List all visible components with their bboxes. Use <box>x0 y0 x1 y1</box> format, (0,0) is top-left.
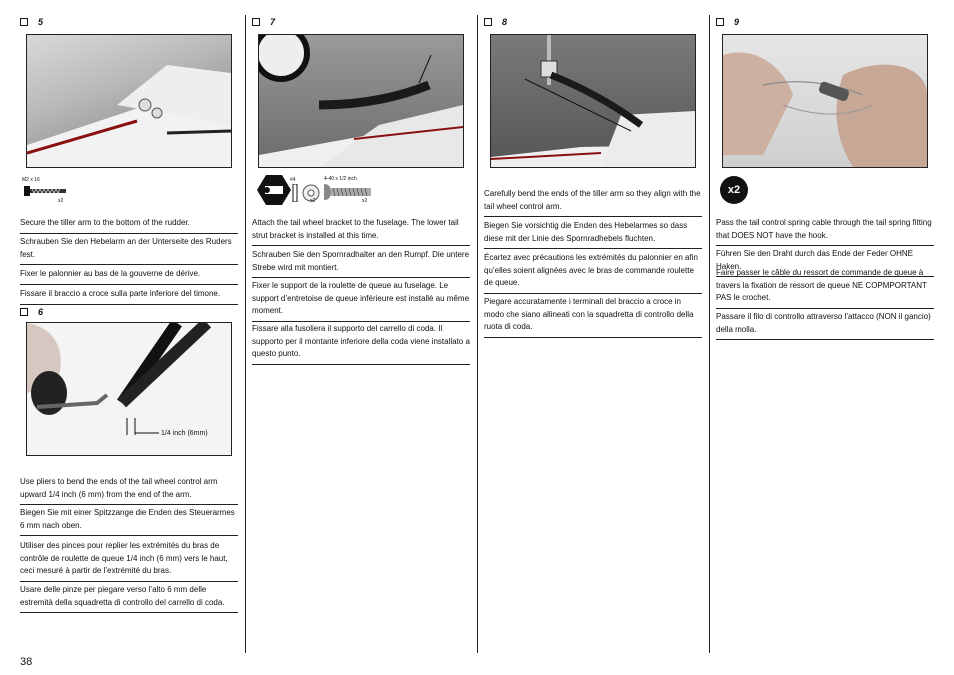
step-number: 8 <box>502 17 508 27</box>
step-8-text-it: Piegare accuratamente i terminali del braccio a croce in modo che siano allineati con la squadretta di controllo della ruota di coda. <box>484 296 702 338</box>
tiller-alignment-illustration <box>491 35 695 167</box>
tiller-arm-illustration <box>27 35 231 167</box>
step-number: 5 <box>38 17 44 27</box>
step-6-text-it: Usare delle pinze per piegare verso l’alto 6 mm delle estremità della squadretta di controllo del carrello di coda. <box>20 584 238 613</box>
washer-qty: x2 <box>310 198 316 204</box>
tail-wheel-bracket-illustration <box>259 35 463 167</box>
step-7-text-fr: Fixer le support de la roulette de queue au fuselage. Le support d’entretoise de queue inférieure est installé au même moment. <box>252 280 470 322</box>
step-6-text-en: Use pliers to bend the ends of the tail wheel control arm upward 1/4 inch (6 mm) from the end of the arm. <box>20 476 238 505</box>
screw-size-label: M2 x 16 <box>22 177 40 183</box>
spring-cable-illustration <box>723 35 927 167</box>
step-number: 6 <box>38 307 44 317</box>
step-9-text-en: Pass the tail control spring cable through the tail spring fitting that DOES NOT have the hook. <box>716 217 934 246</box>
measurement-label: 1/4 inch (6mm) <box>161 430 208 437</box>
column-divider-1 <box>245 15 246 653</box>
screw-qty: x2 <box>58 198 64 204</box>
step-8-text-fr: Écartez avec précautions les extrémités du palonnier en afin qu’elles soient alignées avec le bras de commande roulette de queue. <box>484 252 702 294</box>
step-6-text-fr: Utiliser des pinces pour replier les extrémités du bras de contrôle de roulette de queue 1/4 inch (6 mm) vers le haut, ceci mesuré à partir de l’extrémité du bras. <box>20 540 238 582</box>
step-7-photo <box>258 34 464 168</box>
step-number: 9 <box>734 17 740 27</box>
bolt-qty: x2 <box>362 198 368 204</box>
step-6-photo <box>26 322 232 456</box>
step-9-text-it: Passare il filo di controllo attraverso l’attacco (NON il gancio) della molla. <box>716 311 934 340</box>
step-6-text-de: Biegen Sie mit einer Spitzzange die Enden des Steuerarmes 6 mm nach oben. <box>20 507 238 536</box>
bolt-size-label: 4-40 x 1/2 inch <box>324 176 357 182</box>
hardware-hex-icon <box>256 174 292 206</box>
step-8-text-de: Biegen Sie vorsichtig die Enden des Hebelarmes so dass diese mit der Linie des Spornradhebels fluchten. <box>484 220 702 249</box>
step-8-text-en: Carefully bend the ends of the tiller arm so they align with the tail wheel control arm. <box>484 188 702 217</box>
checkbox-icon[interactable] <box>20 18 28 26</box>
step-8-photo <box>490 34 696 168</box>
column-divider-2 <box>477 15 478 653</box>
step-9-photo <box>722 34 928 168</box>
step-7-text-de: Schrauben Sie den Spornradhalter an den Rumpf. Die untere Strebe wird mit montiert. <box>252 249 470 278</box>
step-5-text-fr: Fixer le palonnier au bas de la gouverne de dérive. <box>20 268 238 285</box>
step-7-text-it: Fissare alla fusoliera il supporto del carrello di coda. Il supporto per il montante inferiore della coda viene installato a questo punto. <box>252 323 470 365</box>
step-5-text-it: Fissare il braccio a croce sulla parte inferiore del timone. <box>20 288 238 305</box>
step-6-header <box>20 307 43 317</box>
checkbox-icon[interactable] <box>252 18 260 26</box>
washer-side-icon <box>292 184 298 202</box>
step-number: 7 <box>270 17 276 27</box>
step-7-header <box>252 17 275 27</box>
step-5-photo <box>26 34 232 168</box>
step-8-header <box>484 17 507 27</box>
step-5-text-en: Secure the tiller arm to the bottom of the rudder. <box>20 217 238 234</box>
washer-size-label: #4 <box>290 177 296 183</box>
step-5-text-de: Schrauben Sie den Hebelarm an der Unterseite des Ruders fest. <box>20 236 238 265</box>
step-7-text-en: Attach the tail wheel bracket to the fuselage. The lower tail strut bracket is installed at this time. <box>252 217 470 246</box>
step-9-text-de: Führen Sie den Draht durch das Ende der Feder OHNE Haken. <box>716 248 934 277</box>
quantity-badge: x2 <box>720 176 748 204</box>
screw-icon <box>24 184 68 198</box>
step-9-header <box>716 17 739 27</box>
column-divider-3 <box>709 15 710 653</box>
checkbox-icon[interactable] <box>716 18 724 26</box>
step-5-header <box>20 17 43 27</box>
checkbox-icon[interactable] <box>484 18 492 26</box>
page-number: 38 <box>20 656 33 668</box>
step-9-text-fr: Faire passer le câble du ressort de commande de queue à travers la fixation de ressort de queue NE COPMPORTANT PAS le crochet. <box>716 267 934 309</box>
checkbox-icon[interactable] <box>20 308 28 316</box>
